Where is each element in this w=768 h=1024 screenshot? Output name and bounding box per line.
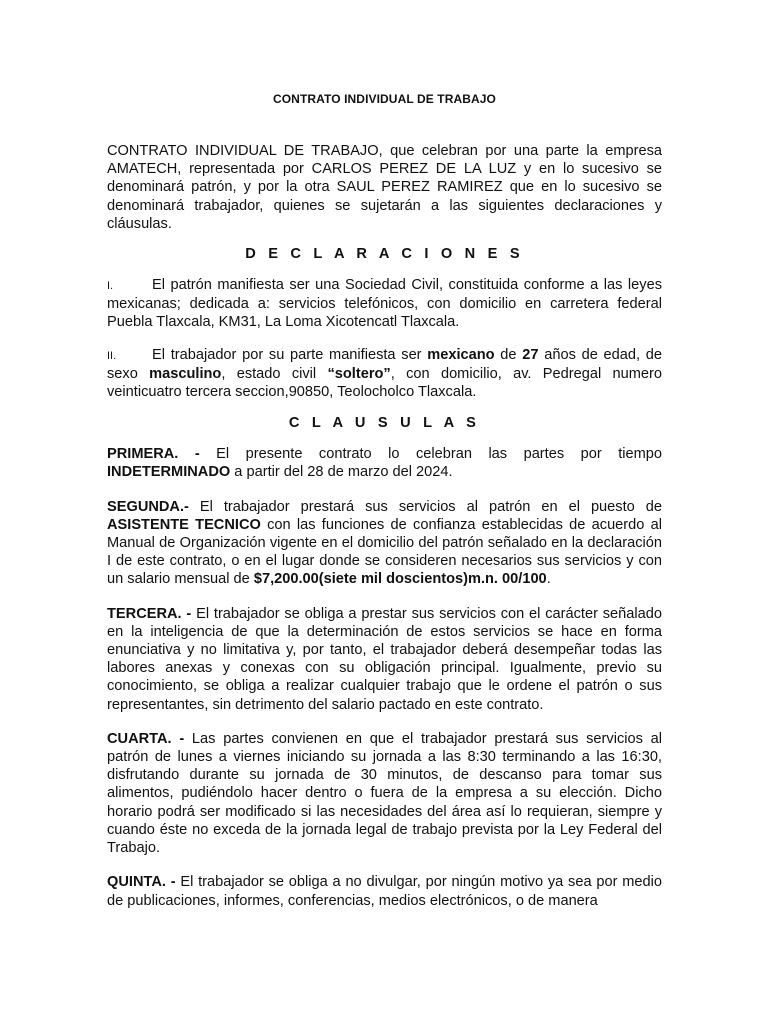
clause-text: a partir del 28 de marzo del 2024. [230,464,453,481]
nationality-value: mexicano [427,346,495,363]
clause-segunda [107,498,662,589]
clause-label: CUARTA. - [107,730,185,747]
declaration-2 [107,346,662,402]
declarations-heading: D E C L A R A C I O N E S [245,246,524,263]
age-value: 27 [522,346,539,363]
clause-label: SEGUNDA.- [107,498,189,515]
clause-label: QUINTA. - [107,874,176,891]
clause-text: Las partes convienen en que el trabajador prestará sus servicios al patrón de lunes a viernes iniciando su jornada a las 8:30 terminando a las 16:30, disfrutando durante su jornada de 30 minutos, de descanso para tomar sus alimentos, pudiéndolo hacer dentro o fuera de la empresa a su elección. Dicho horario podrá ser modificado si las necesidades del área así lo requieran, siempre y cuando éste no exceda de la jornada legal de trabajo prevista por la Ley Federal del Trabajo. [107,730,662,857]
clauses-heading: C L A U S U L A S [288,415,481,432]
declaration-text: años de edad, de sexo [107,346,662,382]
clause-cuarta [107,730,662,857]
clause-quinta [107,873,662,909]
declaration-text: de [494,346,523,363]
clause-text: El trabajador prestará sus servicios al patrón en el puesto de [188,498,662,515]
clause-tercera [107,605,662,714]
clause-text: El trabajador se obliga a prestar sus servicios con el carácter señalado en la inteligencia de que la determinación de estos servicios se hace en forma enunciativa y no limitativa y, por tanto, el trabajador deberá desempeñar todas las labores anexas y conexas con su obligación principal. Igualmente, previo su conocimiento, se obliga a realizar cualquier trabajo que le ordene el patrón o sus representantes, sin detrimento del salario pactado en este contrato. [107,605,662,713]
declaration-text: El patrón manifiesta ser una Sociedad Civil, constituida conforme a las leyes mexicanas; dedicada a: servicios telefónicos, con domicilio en carretera federal Puebla Tlaxcala, KM31, La Loma Xicotencatl Tlaxcala. [107,277,662,331]
clause-text: con las funciones de confianza establecidas de acuerdo al Manual de Organización vigente en el domicilio del patrón señalado en la declaración I de este contrato, o en el lugar donde se consideren necesarios sus servicios y con un salario mensual de [107,516,663,588]
document-page [107,92,662,926]
clause-text: El trabajador se obliga a no divulgar, por ningún motivo ya sea por medio de publicaciones, informes, conferencias, medios electrónicos, o de manera [107,874,662,909]
clause-label: TERCERA. - [107,605,192,622]
clause-primera [107,445,662,481]
declaration-text: El trabajador por su parte manifiesta ser [152,346,428,363]
document-title: CONTRATO INDIVIDUAL DE TRABAJO [272,92,496,106]
declaration-number: II. [107,349,117,362]
declaration-text: , estado civil [221,365,328,382]
job-title-value: ASISTENTE TECNICO [107,516,261,533]
declaration-1 [107,276,662,332]
clause-text: El presente contrato lo celebran las partes por tiempo [199,446,662,463]
salary-value: $7,200.00(siete mil doscientos)m.n. 00/100 [253,571,547,588]
declaration-number: I. [107,280,114,293]
civil-status-value: “soltero” [327,365,391,382]
contract-term-value: INDETERMINADO [107,464,231,481]
intro-paragraph: CONTRATO INDIVIDUAL DE TRABAJO, que celebran por una parte la empresa AMATECH, representada por CARLOS PEREZ DE LA LUZ y en lo sucesivo se denominará patrón, y por la otra SAUL PEREZ RAMIREZ que en lo sucesivo se denominará trabajador, quienes se sujetarán a las siguientes declaraciones y cláusulas. [107,143,662,232]
clause-label: PRIMERA. - [107,446,200,463]
declaration-text: , con domicilio, av. Pedregal numero veinticuatro tercera seccion,90850, Teolocholco Tlaxcala. [107,365,663,401]
sex-value: masculino [149,365,222,382]
clause-text: . [546,571,551,588]
